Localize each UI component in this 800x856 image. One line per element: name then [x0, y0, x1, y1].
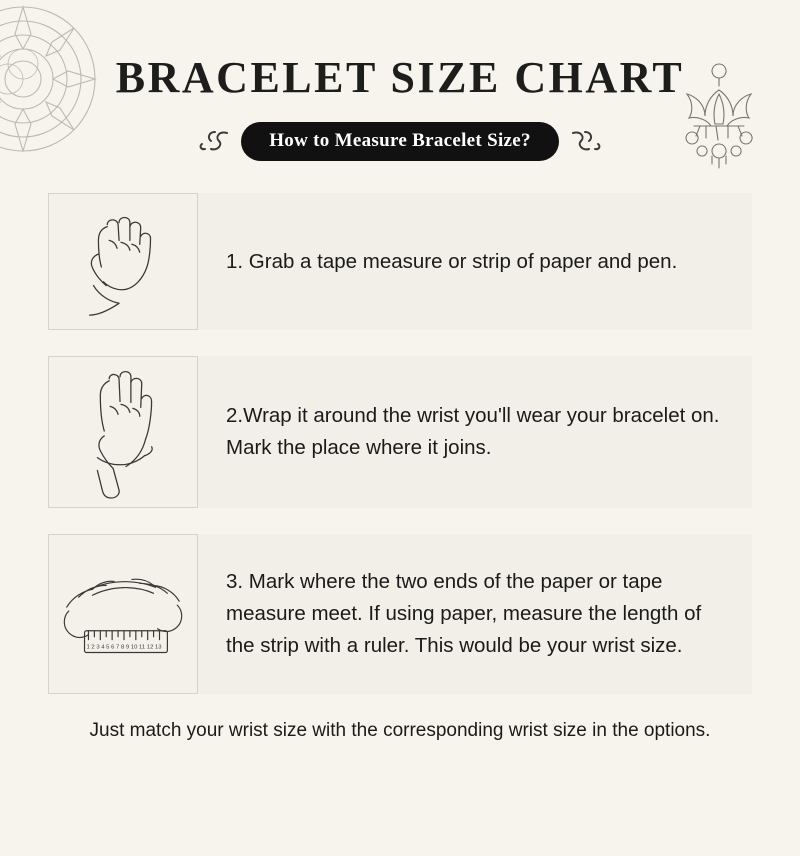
list-item: [48, 193, 752, 330]
hand-fist-icon: [48, 193, 198, 330]
page-title: BRACELET SIZE CHART: [115, 53, 685, 102]
subtitle-row: [0, 122, 800, 161]
list-item: [48, 534, 752, 694]
list-item: [48, 356, 752, 508]
subtitle-badge: How to Measure Bracelet Size?: [241, 122, 559, 161]
hands-ruler-icon: [48, 534, 198, 694]
svg-text:1 2 3 4 5 6 7 8 9 10 11 12 13: 1 2 3 4 5 6 7 8 9 10 11 12 13: [86, 644, 162, 651]
step-text: 2.Wrap it around the wrist you'll wear your bracelet on. Mark the place where it joins.: [226, 404, 720, 459]
steps-list: [48, 193, 752, 694]
hand-wrist-tape-icon: [48, 356, 198, 508]
footnote: Just match your wrist size with the corresponding wrist size in the options.: [89, 720, 711, 741]
step-text: 3. Mark where the two ends of the paper or tape measure meet. If using paper, measure the length of the strip with a ruler. This would be your wrist size.: [226, 570, 702, 657]
flourish-icon: [569, 129, 603, 155]
flourish-icon: [197, 129, 231, 155]
step-text: 1. Grab a tape measure or strip of paper and pen.: [226, 249, 678, 273]
